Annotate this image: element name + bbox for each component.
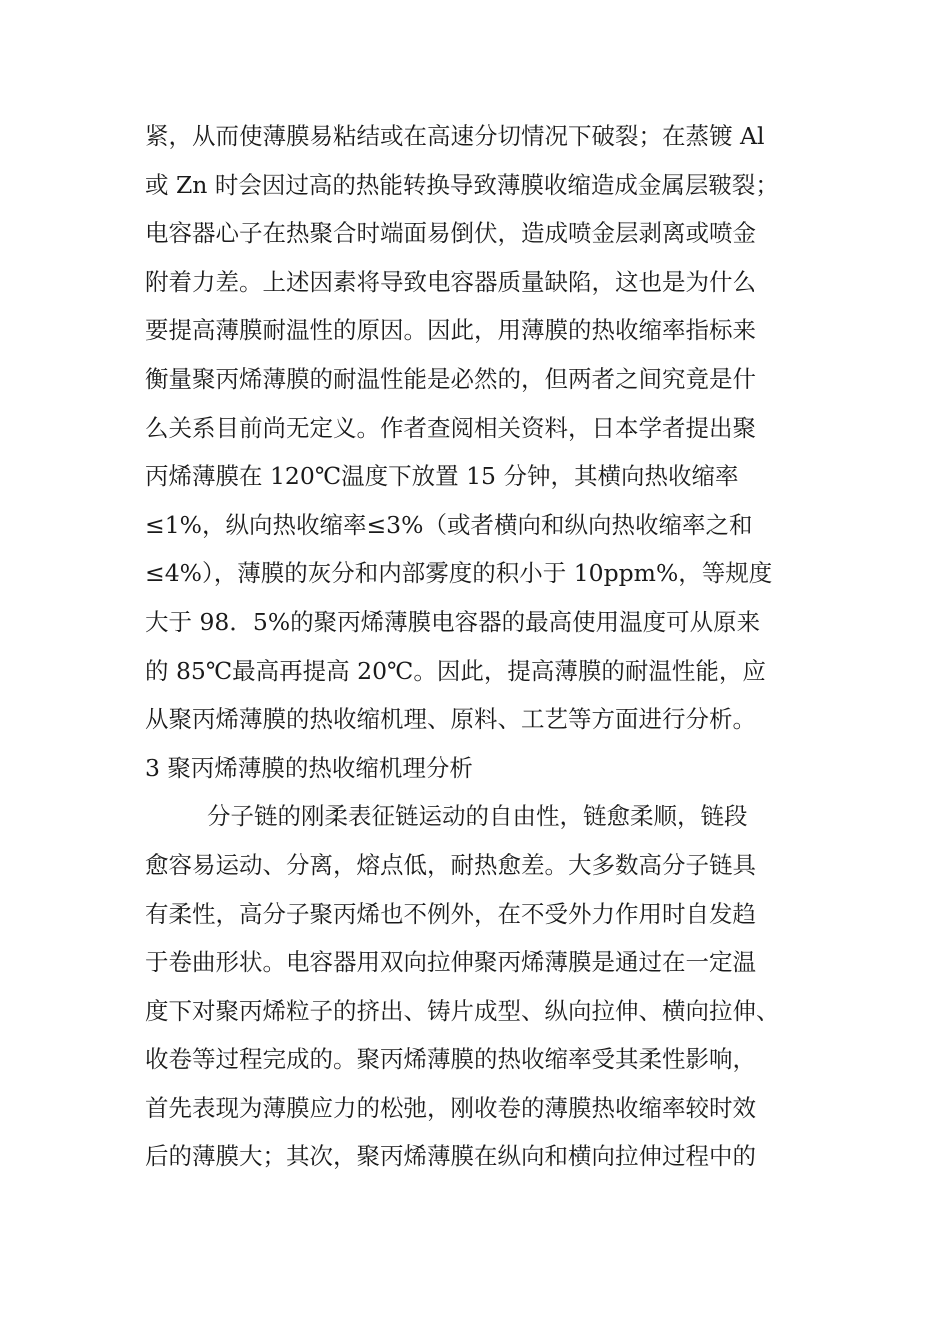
text-line: 附着力差。上述因素将导致电容器质量缺陷，这也是为什么	[145, 267, 756, 296]
text-line: 分子链的刚柔表征链运动的自由性，链愈柔顺，链段	[207, 802, 748, 831]
text-line: 从聚丙烯薄膜的热收缩机理、原料、工艺等方面进行分析。	[145, 705, 756, 734]
text-line: 衡量聚丙烯薄膜的耐温性能是必然的，但两者之间究竟是什	[145, 364, 756, 393]
text-line: 后的薄膜大；其次，聚丙烯薄膜在纵向和横向拉伸过程中的	[145, 1142, 756, 1171]
text-line: 电容器心子在热聚合时端面易倒伏，造成喷金层剥离或喷金	[145, 219, 756, 248]
text-line: 要提高薄膜耐温性的原因。因此，用薄膜的热收缩率指标来	[145, 316, 756, 345]
text-line: ≤4%），薄膜的灰分和内部雾度的积小于 10ppm%，等规度	[145, 559, 773, 588]
text-line: 丙烯薄膜在 120℃温度下放置 15 分钟，其横向热收缩率	[145, 462, 739, 491]
text-line: 有柔性，高分子聚丙烯也不例外，在不受外力作用时自发趋	[145, 899, 756, 928]
text-line: 收卷等过程完成的。聚丙烯薄膜的热收缩率受其柔性影响，	[145, 1045, 756, 1074]
text-line: 紧，从而使薄膜易粘结或在高速分切情况下破裂；在蒸镀 Al	[145, 122, 765, 150]
text-line: 大于 98．5%的聚丙烯薄膜电容器的最高使用温度可从原来	[145, 607, 761, 636]
section-heading: 3 聚丙烯薄膜的热收缩机理分析	[145, 753, 473, 782]
text-line: 愈容易运动、分离，熔点低，耐热愈差。大多数高分子链具	[145, 850, 756, 879]
text-line: ≤1%，纵向热收缩率≤3%（或者横向和纵向热收缩率之和	[145, 510, 753, 539]
text-line: 的 85℃最高再提高 20℃。因此，提高薄膜的耐温性能，应	[145, 656, 766, 685]
text-line: 或 Zn 时会因过高的热能转换导致薄膜收缩造成金属层皲裂；	[145, 170, 779, 199]
text-line: 于卷曲形状。电容器用双向拉伸聚丙烯薄膜是通过在一定温	[145, 948, 756, 977]
text-line: 首先表现为薄膜应力的松弛，刚收卷的薄膜热收缩率较时效	[145, 1093, 756, 1122]
body-text	[145, 112, 810, 1181]
text-line: 么关系目前尚无定义。作者查阅相关资料，日本学者提出聚	[145, 413, 756, 442]
text-line: 度下对聚丙烯粒子的挤出、铸片成型、纵向拉伸、横向拉伸、	[145, 996, 780, 1025]
